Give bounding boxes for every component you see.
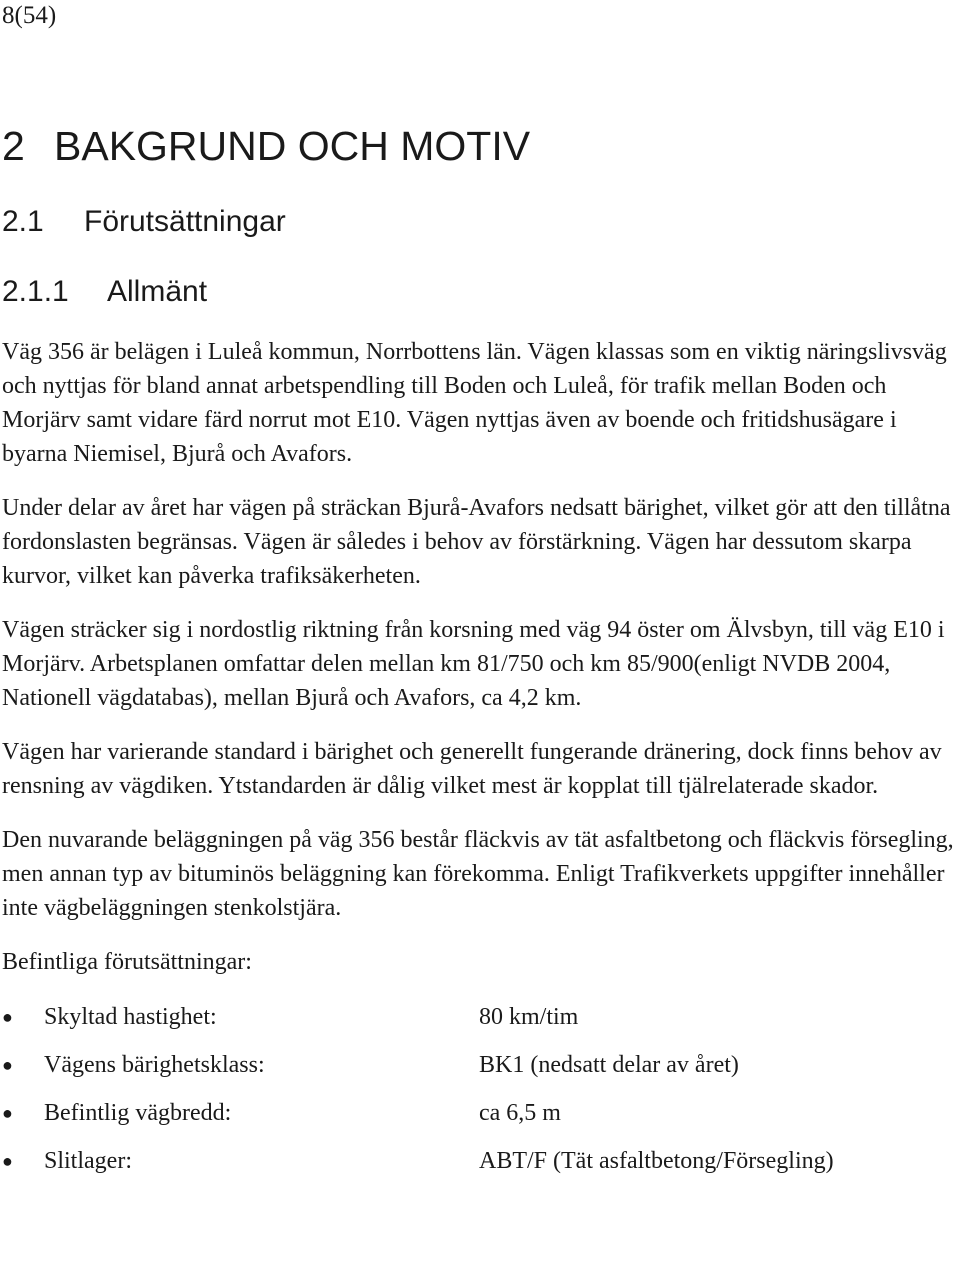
condition-label: Skyltad hastighet: [44,1004,217,1030]
subsubsection-heading [2,272,207,312]
bullet-icon: ● [2,1103,13,1123]
subsection-title: Förutsättningar [84,205,286,238]
paragraph: Väg 356 är belägen i Luleå kommun, Norrbottens län. Vägen klassas som en viktig näringslivsväg och nyttjas för bland annat arbetspendling till Boden och Luleå, för trafik mellan Boden och Morjärv samt vidare färd norrut mot E10. Vägen nyttjas även av boende och fritidshusägare i byarna Niemisel, Bjurå och Avafors. [2,339,947,467]
paragraph: Under delar av året har vägen på sträckan Bjurå-Avafors nedsatt bärighet, vilket gör att den tillåtna fordonslasten begränsas. Vägen är således i behov av förstärkning. Vägen har dessutom skarpa kurvor, vilket kan påverka trafiksäkerheten. [2,495,951,589]
section-number: 2 [2,123,25,169]
condition-label: Vägens bärighetsklass: [44,1052,265,1078]
section-heading [2,120,530,172]
condition-value: BK1 (nedsatt delar av året) [479,1052,739,1078]
condition-label: Befintlig vägbredd: [44,1100,232,1126]
bullet-icon: ● [2,1007,13,1027]
paragraph: Den nuvarande beläggningen på väg 356 består fläckvis av tät asfaltbetong och fläckvis försegling, men annan typ av bituminös beläggning kan förekomma. Enligt Trafikverkets uppgifter innehåller inte vägbeläggningen stenkolstjära. [2,827,954,921]
condition-value: 80 km/tim [479,1004,579,1030]
condition-value: ca 6,5 m [479,1100,561,1126]
bullet-icon: ● [2,1055,13,1075]
condition-value: ABT/F (Tät asfaltbetong/Försegling) [479,1148,834,1174]
condition-label: Slitlager: [44,1148,132,1174]
subsection-heading [2,202,286,242]
paragraph: Vägen sträcker sig i nordostlig riktning från korsning med väg 94 öster om Älvsbyn, till väg E10 i Morjärv. Arbetsplanen omfattar delen mellan km 81/750 och km 85/900(enligt NVDB 2004, Nationell vägdatabas), mellan Bjurå och Avafors, ca 4,2 km. [2,617,945,711]
list-item [2,993,960,1041]
list-intro: Befintliga förutsättningar: [2,949,252,975]
subsection-number: 2.1 [2,205,44,238]
list-item [2,1137,960,1185]
subsubsection-number: 2.1.1 [2,275,69,308]
paragraph: Vägen har varierande standard i bärighet och generellt fungerande dränering, dock finns behov av rensning av vägdiken. Ytstandarden är dålig vilket mest är kopplat till tjälrelaterade skador. [2,739,942,799]
page-number: 8(54) [2,2,57,29]
list-item [2,1041,960,1089]
subsubsection-title: Allmänt [107,275,208,308]
list-item [2,1089,960,1137]
bullet-icon: ● [2,1151,13,1171]
body-text [2,335,960,1185]
section-title: BAKGRUND OCH MOTIV [54,123,531,169]
conditions-list [2,993,960,1185]
